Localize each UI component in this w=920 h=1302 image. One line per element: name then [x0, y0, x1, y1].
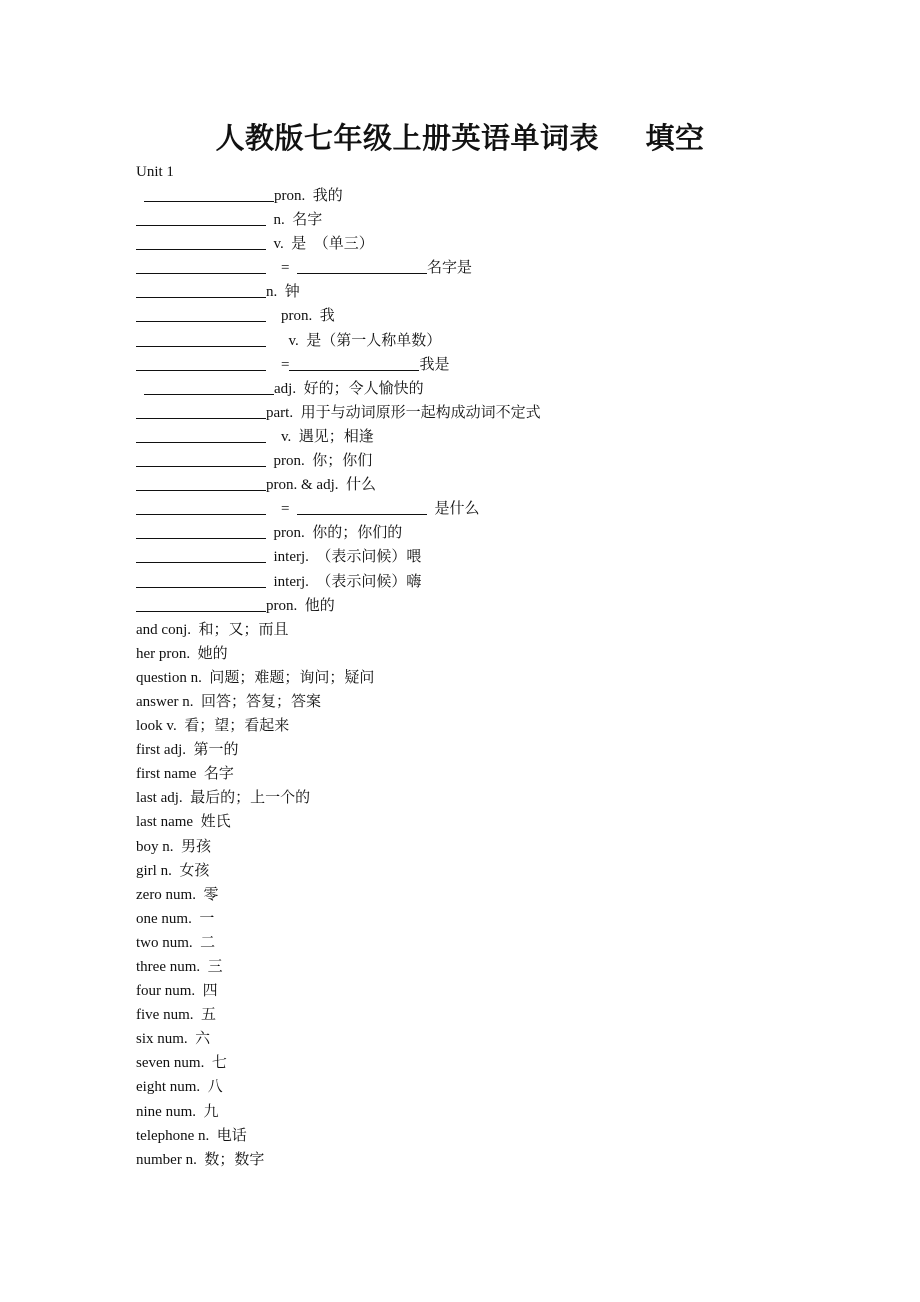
answer-blank[interactable]: [136, 546, 266, 563]
definition-text: v. 是 （单三）: [266, 236, 374, 253]
page-title: 人教版七年级上册英语单词表 填空: [215, 123, 705, 155]
definition-text: part. 用于与动词原形一起构成动词不定式: [266, 404, 541, 421]
word-entry: seven num. 七: [136, 1055, 227, 1072]
definition-text: n. 钟: [266, 284, 300, 301]
word-entry: four num. 四: [136, 983, 218, 1000]
word-entry: question n. 问题；难题；询问；疑问: [136, 669, 375, 686]
answer-blank[interactable]: [297, 498, 427, 515]
word-entry: two num. 二: [136, 934, 216, 951]
fill-line: [136, 401, 876, 425]
word-entry: telephone n. 电话: [136, 1127, 247, 1144]
fill-line: [136, 304, 876, 328]
word-entry: girl n. 女孩: [136, 862, 210, 879]
fill-line: [136, 208, 876, 232]
word-entry: six num. 六: [136, 1031, 211, 1048]
fill-line: [136, 497, 876, 521]
word-entry: first name 名字: [136, 766, 234, 783]
word-entry: three num. 三: [136, 959, 223, 975]
answer-blank[interactable]: [297, 257, 427, 274]
fill-line: [136, 473, 876, 497]
definition-text: =: [266, 501, 297, 518]
fill-line: [136, 545, 876, 569]
definition-text: v. 是（第一人称单数）: [266, 332, 442, 349]
answer-blank[interactable]: [136, 233, 266, 250]
definition-text: pron. 我: [266, 308, 335, 325]
answer-blank[interactable]: [136, 571, 266, 588]
definition-text: pron. 我的: [274, 188, 343, 204]
vocabulary-list: [136, 160, 876, 1172]
definition-text: adj. 好的；令人愉快的: [274, 380, 424, 397]
word-entry: last name 姓氏: [136, 814, 231, 831]
answer-blank[interactable]: [136, 209, 266, 226]
answer-blank[interactable]: [144, 378, 274, 395]
definition-text: pron. 你的；你们的: [266, 525, 403, 542]
definition-text: pron. 他的: [266, 597, 335, 614]
answer-blank[interactable]: [136, 522, 266, 539]
definition-text: v. 遇见；相逢: [266, 428, 374, 445]
word-entry: and conj. 和；又；而且: [136, 621, 289, 638]
definition-text: 名字是: [426, 260, 472, 277]
fill-line: [136, 594, 876, 618]
word-entry: last adj. 最后的；上一个的: [136, 790, 311, 807]
fill-line: [136, 521, 876, 545]
fill-line: [136, 353, 876, 377]
answer-blank[interactable]: [136, 450, 266, 467]
answer-blank[interactable]: [136, 402, 266, 419]
word-entry: look v. 看；望；看起来: [136, 718, 290, 735]
fill-line: [136, 184, 876, 208]
word-entry: her pron. 她的: [136, 645, 228, 662]
fill-line: [136, 377, 876, 401]
answer-blank[interactable]: [136, 498, 266, 515]
fill-line: [136, 449, 876, 473]
answer-blank[interactable]: [136, 281, 266, 298]
word-entry: number n. 数；数字: [136, 1151, 265, 1168]
fill-line: [136, 570, 876, 594]
fill-line: [136, 256, 876, 280]
definition-text: n. 名字: [266, 212, 323, 229]
answer-blank[interactable]: [136, 330, 266, 347]
answer-blank[interactable]: [144, 185, 274, 202]
word-entry: five num. 五: [136, 1007, 216, 1024]
answer-blank[interactable]: [289, 354, 419, 371]
word-entry: zero num. 零: [136, 886, 219, 903]
fill-line: [136, 425, 876, 449]
answer-blank[interactable]: [136, 257, 266, 274]
word-entry: boy n. 男孩: [136, 838, 212, 855]
definition-text: interj. （表示问候）嗨: [266, 573, 422, 590]
answer-blank[interactable]: [136, 305, 266, 322]
word-entry: answer n. 回答；答复；答案: [136, 693, 321, 710]
fill-in-section: [136, 184, 876, 618]
fill-line: [136, 329, 876, 353]
answer-blank[interactable]: [136, 426, 266, 443]
answer-blank[interactable]: [136, 474, 266, 491]
fill-line: [136, 232, 876, 256]
unit-heading: Unit 1: [136, 164, 174, 180]
word-entry: one num. 一: [136, 910, 215, 927]
answer-blank[interactable]: [136, 595, 266, 612]
answer-blank[interactable]: [136, 354, 266, 371]
word-list-section: [136, 618, 876, 1172]
definition-text: pron. 你；你们: [266, 453, 373, 470]
definition-text: 是什么: [426, 501, 480, 518]
word-entry: eight num. 八: [136, 1079, 223, 1096]
word-entry: nine num. 九: [136, 1103, 219, 1120]
definition-text: =: [266, 356, 290, 373]
definition-text: =: [266, 260, 297, 277]
definition-text: interj. （表示问候）喂: [266, 549, 422, 566]
word-entry: first adj. 第一的: [136, 742, 239, 759]
fill-line: [136, 280, 876, 304]
definition-text: pron. & adj. 什么: [266, 477, 376, 494]
definition-text: 我是: [419, 356, 450, 373]
